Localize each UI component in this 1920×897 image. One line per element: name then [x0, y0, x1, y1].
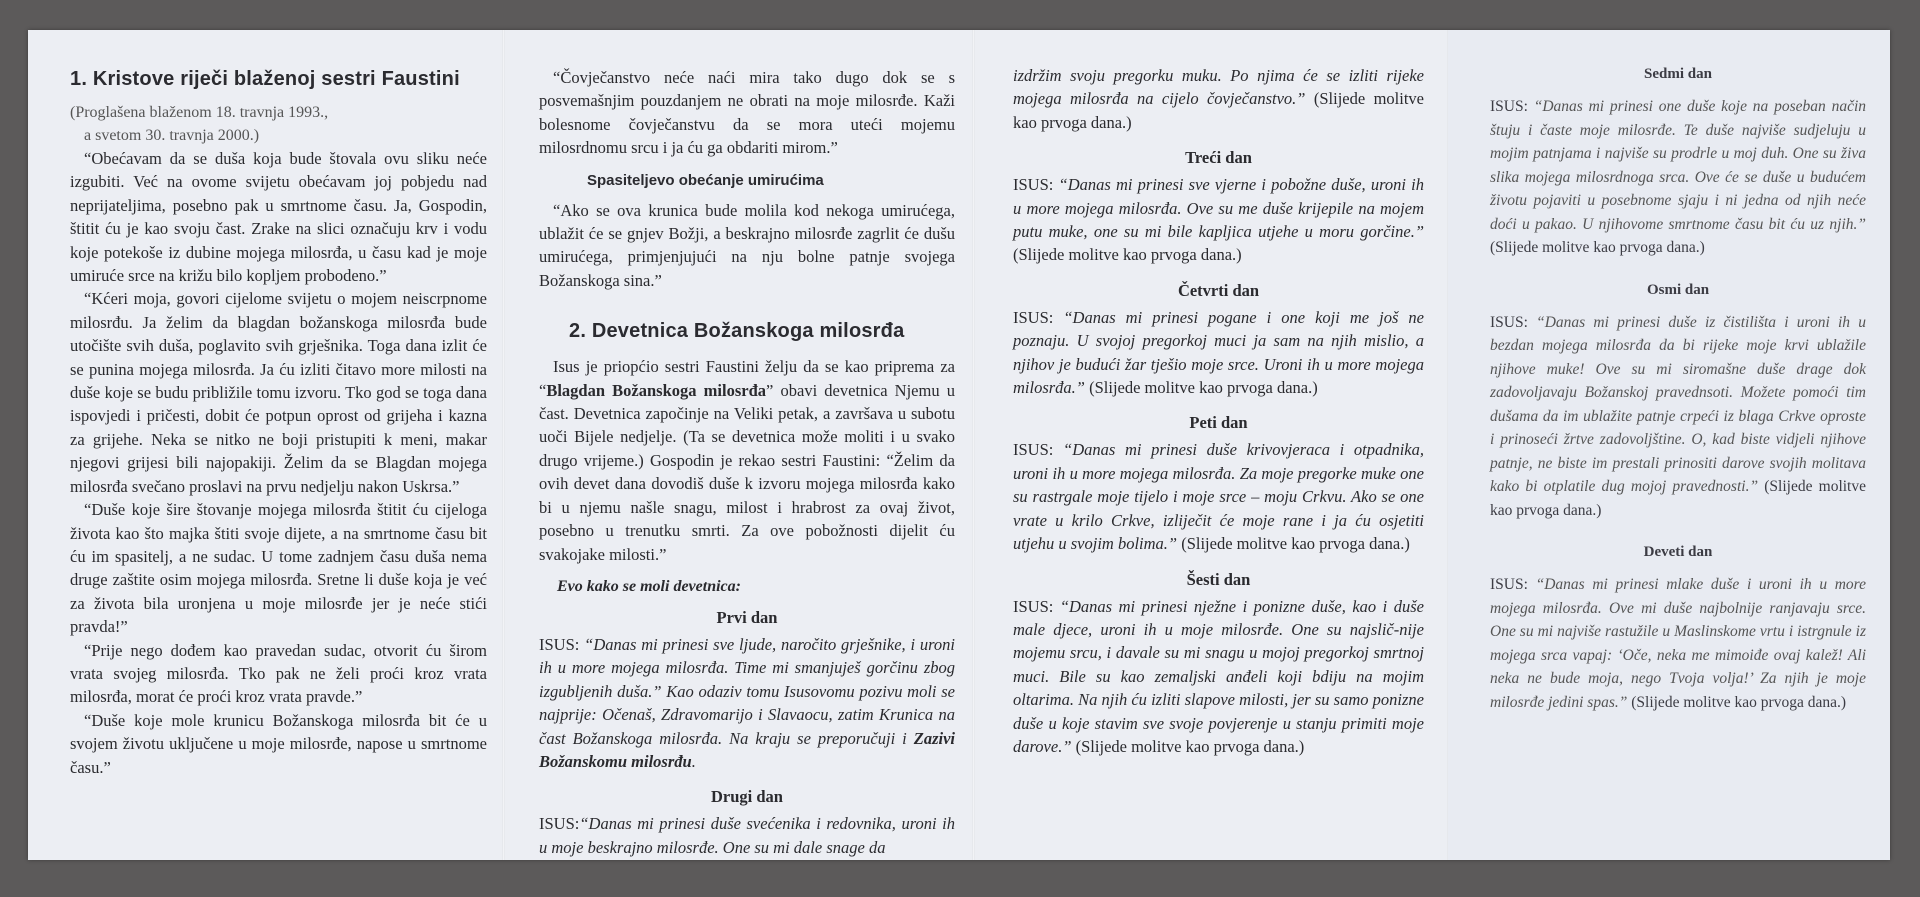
- quote-text: “Danas mi prinesi one duše koje na poseban način štuju i časte moje milosrđe. Te duše najviše sudjeluju u mojim patnjama i najviše su prodrle u moj duh. One su živa slika mojega milosrdnoga srca. Ove će se duše u budućem životu pojaviti u posebnome sjaju i ni jedna od njih neće doći u pakao. U njihovome smrtnome času bit ću uz njih.”: [1490, 98, 1867, 233]
- speaker-label: ISUS:: [1013, 596, 1060, 616]
- prayer-note: (Slijede molitve kao prvoga dana.): [1627, 693, 1847, 711]
- day-text-2: [539, 812, 955, 859]
- day-text-2-continued: [1013, 64, 1424, 134]
- prayer-note: (Slijede molitve kao prvoga dana.): [1177, 534, 1410, 554]
- quote-text: “Danas mi prinesi mlake duše i uroni ih u more mojega milosrđa. Ove mi duše najbolnije ranjavaju srce. One su mi najviše rastužile u Maslinskome vrtu i istrgnule iz mojega srca vapaj: ‘Oče, neka me mimoiđe ovaj kalež! Ali neka ne bude moja, nego Tvoja volja!’ Za njih je moje milosrđe jedini spas.”: [1490, 576, 1867, 711]
- panel-1: [28, 30, 503, 860]
- quote-text: “Danas mi prinesi duše iz čistilišta i uroni ih u bezdan mojega milosrđa da bi rijeke moje krvi ublažile njihove muke! Ove su mi siromašne duše drage dok zadovoljavaju Božanskoj pravednsoti. Možete pomoći tim dušama da im ublažite patnje crpeći iz blaga Crkve oproste i prinoseći žrtve zadovoljštine. O, kad biste vidjeli njihove patnje, ne biste im prestali prinositi darove svojih molitava kako bi otplatile dug mojoj pravednosti.”: [1490, 313, 1866, 495]
- panel-4: [1448, 30, 1890, 860]
- day-text-1: [539, 633, 955, 773]
- day-text-4: [1013, 306, 1424, 400]
- subtitle-line-2: a svetom 30. travnja 2000.): [84, 127, 260, 144]
- day-title-4: Četvrti dan: [1177, 280, 1260, 300]
- day-text-3: [1013, 173, 1424, 267]
- subtitle-line-1: (Proglašena blaženom 18. travnja 1993.,: [70, 104, 329, 121]
- section-title-1: 1. Kristove riječi blaženoj sestri Faustini: [70, 68, 460, 90]
- text-fragment: Isus je priopćio sestri Faustini želju da se kao priprema za “: [539, 357, 955, 400]
- paragraph: “Kćeri moja, govori cijelome svijetu o mojem neiscrpnome milosrđu. Ja želim da blagdan božanskoga milosrđa bude utočište svih duša, poglavito svih grješnika. Toga dana izlit će se punina mojega milosrđa. Ja ću izliti čitavo more milosti na duše koje se budu približile tomu izvoru. Tko god se toga dana ispovjedi i pričesti, dobit će potpun oprost od grijeha i kazna za grijehe. Neka se nitko ne boji pristupiti k meni, makar njegovi grijesi bili najopakiji. Želim da se Blagdan mojega milosrđa svečano proslavi na prvu nedjelju nakon Uskrsa.”: [70, 289, 487, 496]
- paragraph: “Duše koje šire štovanje mojega milosrđa štitit ću cijeloga života kao što majka štiti svoje dijete, a na smrtnome času bit ću im spasitelj, a ne sudac. U tome zadnjem času duša nema druge zaštite osim mojega milosrđa. Sretne li duše koja je već za života bila uronjena u moje milosrđe jer je neće stići pravda!”: [70, 500, 487, 637]
- day-text-7: [1490, 95, 1866, 260]
- speaker-label: ISUS:: [1013, 175, 1059, 195]
- prayer-note: (Slijede molitve kao prvoga dana.): [1013, 245, 1242, 265]
- day-text-6: [1013, 595, 1424, 759]
- quote-text: izdržim svoju pregorku muku. Po njima će se izliti rijeke mojega milosrđa na cijelo čovječanstvo.”: [1013, 66, 1424, 109]
- day-title-2: Drugi dan: [711, 787, 783, 807]
- prayer-note: (Slijede molitve kao prvoga dana.): [1013, 89, 1424, 132]
- speaker-label: ISUS:: [1490, 313, 1537, 331]
- day-title-6: Šesti dan: [1186, 569, 1251, 589]
- paragraph: “Čovječanstvo neće naći mira tako dugo dok se s posvemašnjim pouzdanjem ne obrati na moje milosrđe. Kaži bolesnome čovječanstvu da se mora uteći mojemu milosrdnomu srcu i ja ću ga obdariti mirom.”: [539, 68, 955, 158]
- day-title-3: Treći dan: [1185, 148, 1252, 168]
- day-title-5: Peti dan: [1189, 413, 1248, 433]
- paragraph: “Obećavam da se duša koja bude štovala ovu sliku neće izgubiti. Već na ovome svijetu obećavam joj pobjedu nad neprijateljima, posebno pak u smrtnome času. Ja, Gospodin, štitit ću je kao svoju čast. Zrake na slici označuju krv i vodu koje potekoše iz dubine mojega milosrđa, u času kad je moje umiruće srce na križu bilo kopljem probodeno.”: [70, 149, 487, 286]
- speaker-label: ISUS:: [539, 634, 585, 654]
- text-fragment: ” obavi devetnica Njemu u čast. Devetnica započinje na Veliki petak, a završava u subotu uoči Bijele nedjelje. (Ta se devetnica može moliti i u svako drugo vrijeme.) Gospodin je rekao sestri Faustini: “Želim da ovih devet dana dovodiš duše k izvoru mojega milosrđa kako bi u njemu našle snagu, milost i hrabrost za ovaj život, posebno u trenutku smrti. Za ove pobožnosti dijelit ću svakojake milosti.”: [539, 380, 955, 564]
- speaker-label: ISUS:: [1490, 576, 1536, 593]
- quote-text: “Danas mi prinesi pogane i one koji me još ne poznaju. U svojoj pregorkoj muci ja sam na njih mislio, a njihov je budući žar tješio moje srce. Uroni ih u more mojega milosrđa.”: [1013, 307, 1424, 398]
- prayer-note: (Slijede molitve kao prvoga dana.): [1071, 736, 1305, 756]
- leaflet-sheet: [28, 30, 1890, 860]
- quote-text: “Danas mi prinesi duše krivovjeraca i otpadnika, uroni ih u more mojega milosrđa. Za moje pregorke muke one su rastrgale moje tijelo i moje srce – moju Crkvu. Ako se one vrate u krilo Crkve, izliječit će moje rane i ja ću osjetiti utjehu u svojim bolima.”: [1013, 440, 1424, 554]
- panel-2: [503, 30, 973, 860]
- paragraph: “Prije nego dođem kao pravedan sudac, otvorit ću širom vrata svojeg milosrđa. Tko pak ne želi proći kroz vrata milosrđa, morat će proći kroz vrata pravde.”: [70, 640, 487, 707]
- paragraph: [539, 355, 955, 566]
- day-title-1: Prvi dan: [716, 607, 778, 627]
- paragraph: “Ako se ova krunica bude molila kod nekoga umirućega, ublažit će se gnjev Božji, a beskrajno milosrđe zagrlit će dušu umirućega, primjenjujući na nju bolne patnje svojega Božanskoga sina.”: [539, 200, 955, 290]
- subheading-promise: Spasiteljevo obećanje umirućima: [587, 171, 824, 189]
- day-title-9: Deveti dan: [1643, 544, 1713, 560]
- day-text-8: [1490, 311, 1866, 523]
- panel-3: [973, 30, 1448, 860]
- quote-text: “Danas mi prinesi sve vjerne i pobožne duše, uroni ih u more mojega milosrđa. Ove su me duše krijepile na mojem putu muke, one su mi bile kapljica utjehe u moru gorčine.”: [1013, 175, 1424, 242]
- day-text-5: [1013, 438, 1424, 555]
- day-title-8: Osmi dan: [1646, 281, 1710, 298]
- prayer-note: (Slijede molitve kao prvoga dana.): [1084, 378, 1318, 398]
- day-title-7: Sedmi dan: [1644, 66, 1712, 82]
- prayer-note: (Slijede molitve kao prvoga dana.): [1490, 239, 1705, 256]
- quote-text: “Danas mi prinesi nježne i ponizne duše, kao i duše male djece, uroni ih u moje milosrđe. One su najslič-nije mojemu srcu, i davale su mi snagu u mojoj pregorkoj smrtnoj muci. Bile su kao zemaljski anđeli koji bdiju na mojim oltarima. Na njih ću izliti slapove milosti, jer su samo ponizne duše u koje stavim sve svoje povjerenje u stanju primiti moje darove.”: [1013, 596, 1424, 756]
- text-fragment: .: [691, 751, 696, 771]
- prayer-note: (Slijede molitve kao prvoga dana.): [1490, 478, 1866, 519]
- section-title-2: 2. Devetnica Božanskoga milosrđa: [569, 320, 905, 343]
- speaker-label: ISUS:: [1013, 307, 1064, 327]
- quote-text: “Danas mi prinesi duše svećenika i redovnika, uroni ih u moje beskrajno milosrđe. One su mi dale snage da: [539, 814, 955, 857]
- novena-intro: Evo kako se moli devetnica:: [557, 577, 741, 595]
- day-text-9: [1490, 573, 1866, 714]
- paragraph: “Duše koje mole krunicu Božanskoga milosrđa bit će u svojem životu uključene u moje milosrđe, napose u smrtnome času.”: [70, 710, 487, 777]
- invocations-name: Zazivi Božanskomu milosrđu: [539, 728, 955, 771]
- speaker-label: ISUS:: [1490, 98, 1534, 115]
- feast-name: Blagdan Božanskoga milosrđa: [546, 380, 767, 400]
- quote-text: “Danas mi prinesi sve ljude, naročito grješnike, i uroni ih u more mojega milosrđa. Time mi smanjuješ gorčinu zbog izgubljenih duša.” Kao odaziv tomu Isusovomu pozivu moli se najprije: Očenaš, Zdravomarijo i Slavaocu, zatim Krunica na čast Božanskoga milosrđa. Na kraju se preporučuji i: [539, 634, 955, 748]
- speaker-label: ISUS:: [539, 814, 580, 834]
- speaker-label: ISUS:: [1013, 440, 1064, 460]
